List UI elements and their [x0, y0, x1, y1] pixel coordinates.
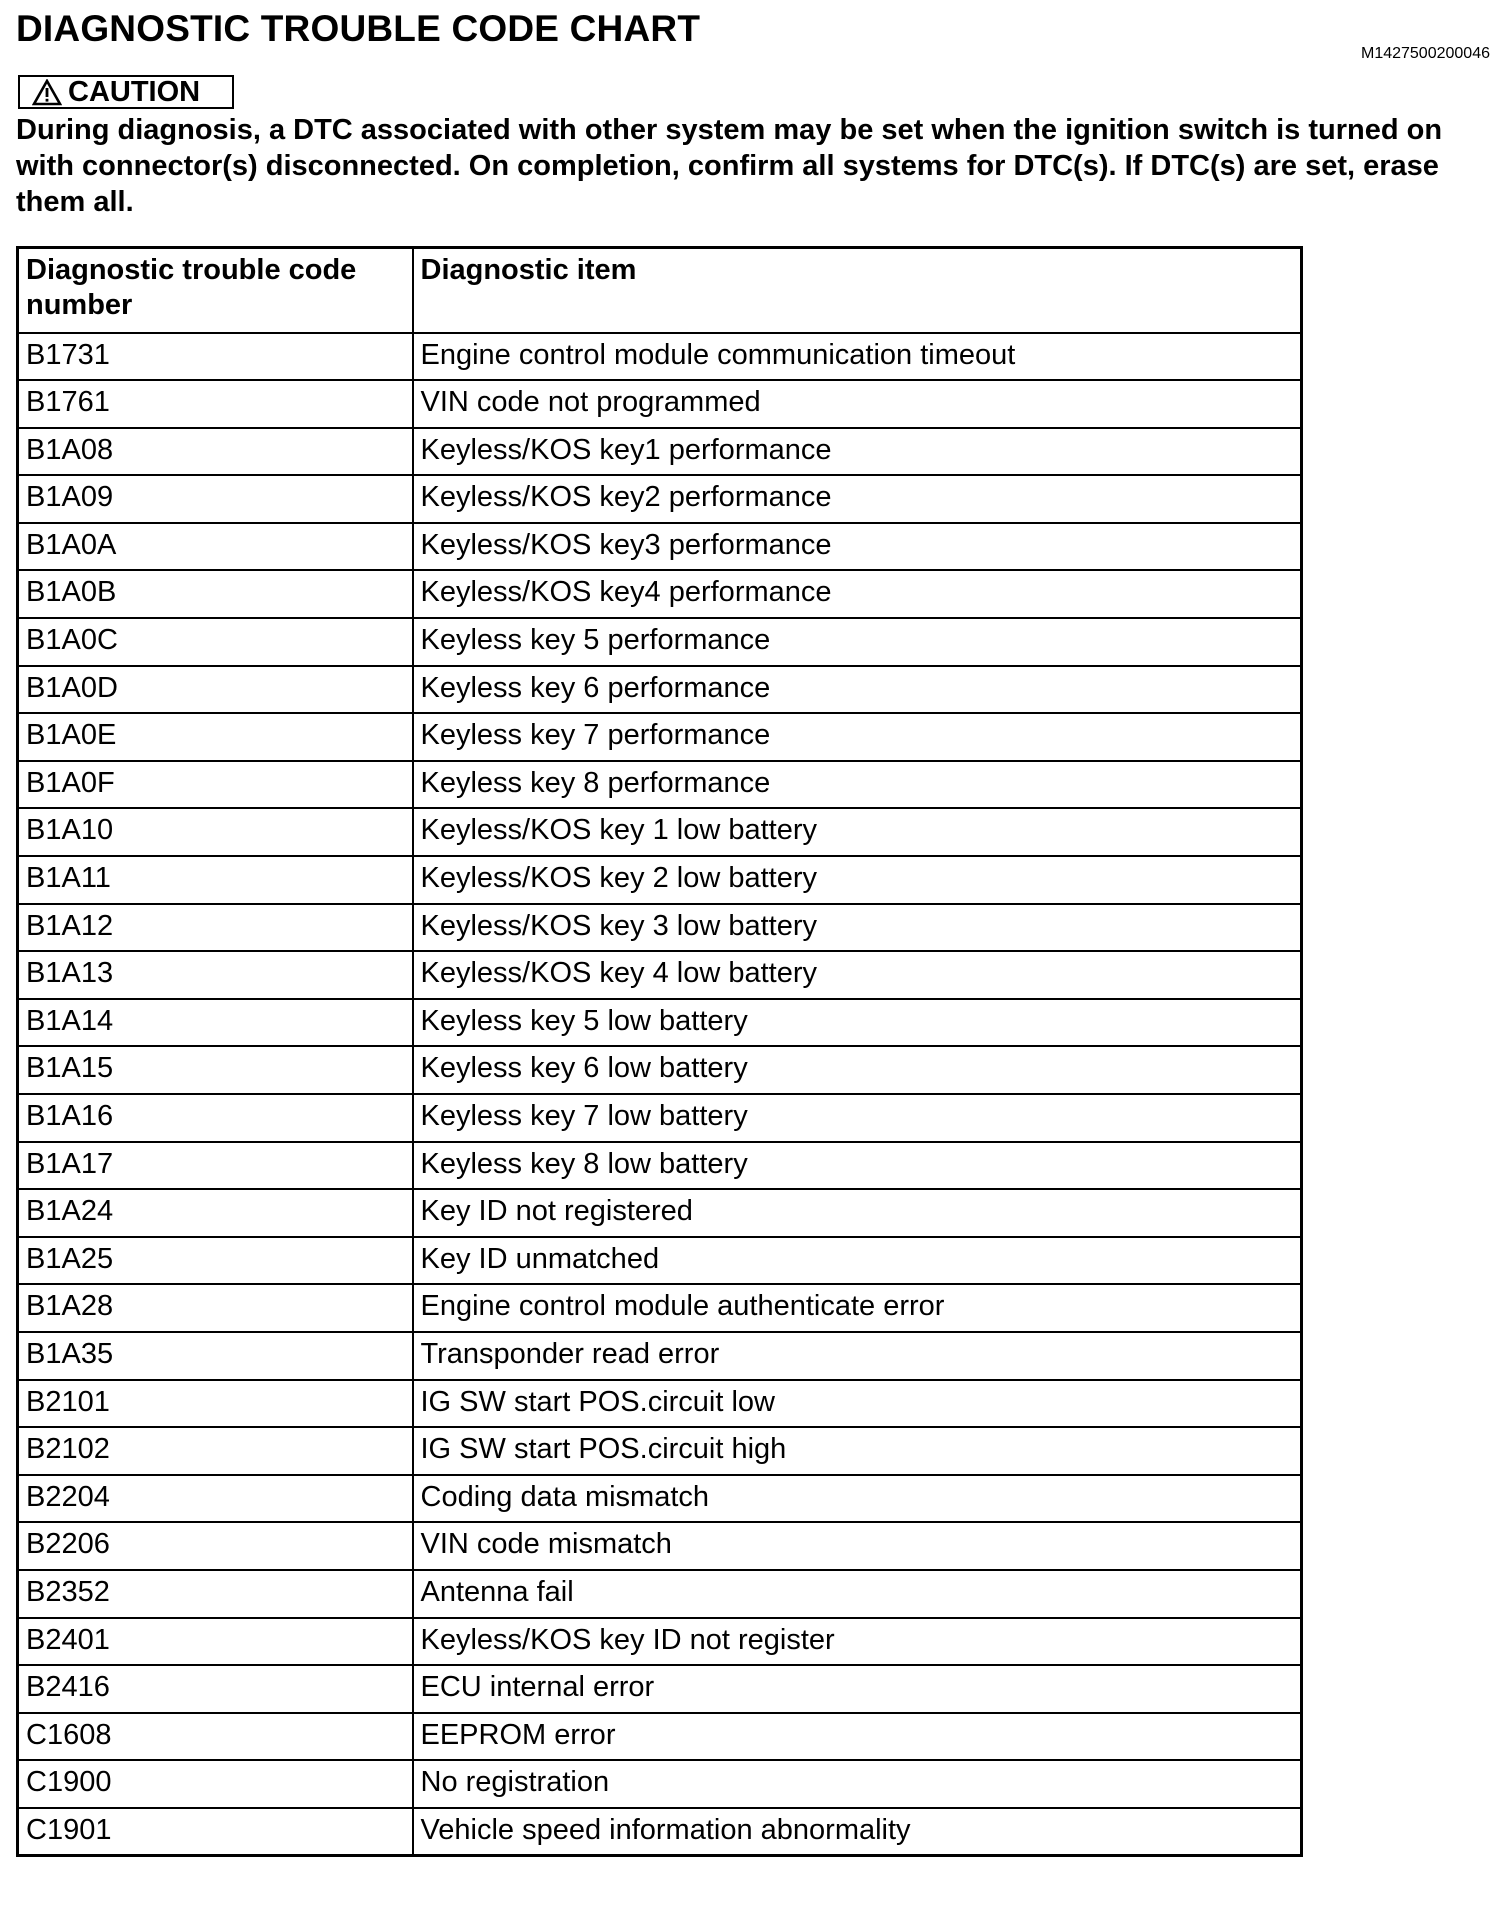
- diagnostic-item-cell: IG SW start POS.circuit low: [413, 1380, 1302, 1428]
- table-header-row: [18, 248, 1302, 333]
- table-row: [18, 1046, 1302, 1094]
- diagnostic-item-cell: Keyless/KOS key2 performance: [413, 475, 1302, 523]
- document-id: M1427500200046: [1360, 45, 1490, 62]
- diagnostic-item-cell: Keyless key 8 performance: [413, 761, 1302, 809]
- dtc-code-cell: B1A0A: [18, 523, 413, 571]
- dtc-code-cell: B2352: [18, 1570, 413, 1618]
- dtc-code-cell: B1A16: [18, 1094, 413, 1142]
- table-row: [18, 1760, 1302, 1808]
- table-row: [18, 904, 1302, 952]
- dtc-code-cell: B1A35: [18, 1332, 413, 1380]
- column-header-item: Diagnostic item: [413, 248, 1302, 333]
- dtc-code-cell: B2102: [18, 1427, 413, 1475]
- table-row: [18, 1380, 1302, 1428]
- table-row: [18, 428, 1302, 476]
- diagnostic-item-cell: Keyless/KOS key 3 low battery: [413, 904, 1302, 952]
- diagnostic-item-cell: No registration: [413, 1760, 1302, 1808]
- dtc-code-cell: B1A28: [18, 1284, 413, 1332]
- table-row: [18, 1094, 1302, 1142]
- dtc-code-cell: B1761: [18, 380, 413, 428]
- table-row: [18, 1570, 1302, 1618]
- dtc-code-cell: B1A0E: [18, 713, 413, 761]
- table-row: [18, 1237, 1302, 1285]
- table-row: [18, 380, 1302, 428]
- caution-text: During diagnosis, a DTC associated with other system may be set when the ignition switch is turned on with connector(s) disconnected. On completion, confirm all systems for DTC(s). If DTC(s) are set, erase them all.: [16, 114, 1443, 218]
- dtc-code-cell: B1A11: [18, 856, 413, 904]
- diagnostic-item-cell: Keyless key 5 low battery: [413, 999, 1302, 1047]
- dtc-code-cell: B2204: [18, 1475, 413, 1523]
- diagnostic-item-cell: Engine control module communication timeout: [413, 333, 1302, 381]
- diagnostic-item-cell: IG SW start POS.circuit high: [413, 1427, 1302, 1475]
- table-row: [18, 1142, 1302, 1190]
- table-row: [18, 1284, 1302, 1332]
- diagnostic-item-cell: Keyless/KOS key 2 low battery: [413, 856, 1302, 904]
- table-row: [18, 713, 1302, 761]
- dtc-code-cell: B1A0D: [18, 666, 413, 714]
- table-row: [18, 1618, 1302, 1666]
- table-row: [18, 618, 1302, 666]
- diagnostic-item-cell: Keyless key 5 performance: [413, 618, 1302, 666]
- dtc-code-cell: B2206: [18, 1522, 413, 1570]
- dtc-code-cell: B2101: [18, 1380, 413, 1428]
- dtc-code-cell: B1A09: [18, 475, 413, 523]
- diagnostic-item-cell: Antenna fail: [413, 1570, 1302, 1618]
- dtc-code-cell: B1A0B: [18, 570, 413, 618]
- diagnostic-item-cell: Keyless/KOS key4 performance: [413, 570, 1302, 618]
- diagnostic-item-cell: Keyless key 7 performance: [413, 713, 1302, 761]
- table-row: [18, 333, 1302, 381]
- dtc-code-cell: C1608: [18, 1713, 413, 1761]
- diagnostic-item-cell: Keyless/KOS key 4 low battery: [413, 951, 1302, 999]
- diagnostic-item-cell: Key ID unmatched: [413, 1237, 1302, 1285]
- diagnostic-item-cell: Vehicle speed information abnormality: [413, 1808, 1302, 1856]
- page-title: DIAGNOSTIC TROUBLE CODE CHART: [16, 8, 701, 49]
- dtc-code-cell: B1A08: [18, 428, 413, 476]
- table-row: [18, 1808, 1302, 1856]
- dtc-code-cell: B1A14: [18, 999, 413, 1047]
- diagnostic-item-cell: Coding data mismatch: [413, 1475, 1302, 1523]
- table-row: [18, 1713, 1302, 1761]
- table-row: [18, 856, 1302, 904]
- column-header-code: Diagnostic trouble code number: [18, 248, 413, 333]
- table-row: [18, 999, 1302, 1047]
- diagnostic-item-cell: Keyless/KOS key 1 low battery: [413, 808, 1302, 856]
- diagnostic-item-cell: Key ID not registered: [413, 1189, 1302, 1237]
- table-row: [18, 1427, 1302, 1475]
- diagnostic-item-cell: Keyless key 6 performance: [413, 666, 1302, 714]
- dtc-code-cell: B1731: [18, 333, 413, 381]
- diagnostic-item-cell: Keyless key 8 low battery: [413, 1142, 1302, 1190]
- diagnostic-item-cell: Keyless key 6 low battery: [413, 1046, 1302, 1094]
- table-body: [18, 333, 1302, 1856]
- table-row: [18, 1332, 1302, 1380]
- table-row: [18, 1475, 1302, 1523]
- dtc-code-cell: C1900: [18, 1760, 413, 1808]
- diagnostic-item-cell: VIN code mismatch: [413, 1522, 1302, 1570]
- diagnostic-item-cell: ECU internal error: [413, 1665, 1302, 1713]
- dtc-code-cell: B1A12: [18, 904, 413, 952]
- diagnostic-item-cell: Keyless/KOS key3 performance: [413, 523, 1302, 571]
- dtc-code-cell: B1A13: [18, 951, 413, 999]
- caution-label: CAUTION: [68, 75, 201, 108]
- diagnostic-item-cell: EEPROM error: [413, 1713, 1302, 1761]
- diagnostic-item-cell: Keyless/KOS key1 performance: [413, 428, 1302, 476]
- table-row: [18, 666, 1302, 714]
- dtc-table: [16, 246, 1303, 1857]
- table-row: [18, 951, 1302, 999]
- dtc-code-cell: B1A0C: [18, 618, 413, 666]
- diagnostic-item-cell: Keyless/KOS key ID not register: [413, 1618, 1302, 1666]
- warning-triangle-icon: [32, 79, 62, 106]
- dtc-code-cell: B2416: [18, 1665, 413, 1713]
- dtc-code-cell: B1A24: [18, 1189, 413, 1237]
- diagnostic-item-cell: VIN code not programmed: [413, 380, 1302, 428]
- dtc-code-cell: B1A0F: [18, 761, 413, 809]
- dtc-code-cell: B1A15: [18, 1046, 413, 1094]
- table-row: [18, 523, 1302, 571]
- table-row: [18, 570, 1302, 618]
- dtc-code-cell: B2401: [18, 1618, 413, 1666]
- dtc-code-cell: B1A10: [18, 808, 413, 856]
- diagnostic-item-cell: Engine control module authenticate error: [413, 1284, 1302, 1332]
- diagnostic-item-cell: Keyless key 7 low battery: [413, 1094, 1302, 1142]
- table-row: [18, 475, 1302, 523]
- table-row: [18, 761, 1302, 809]
- table-row: [18, 1189, 1302, 1237]
- table-row: [18, 1665, 1302, 1713]
- dtc-code-cell: C1901: [18, 1808, 413, 1856]
- dtc-code-cell: B1A17: [18, 1142, 413, 1190]
- table-row: [18, 1522, 1302, 1570]
- caution-label-box: [18, 75, 234, 109]
- diagnostic-item-cell: Transponder read error: [413, 1332, 1302, 1380]
- table-row: [18, 808, 1302, 856]
- dtc-code-cell: B1A25: [18, 1237, 413, 1285]
